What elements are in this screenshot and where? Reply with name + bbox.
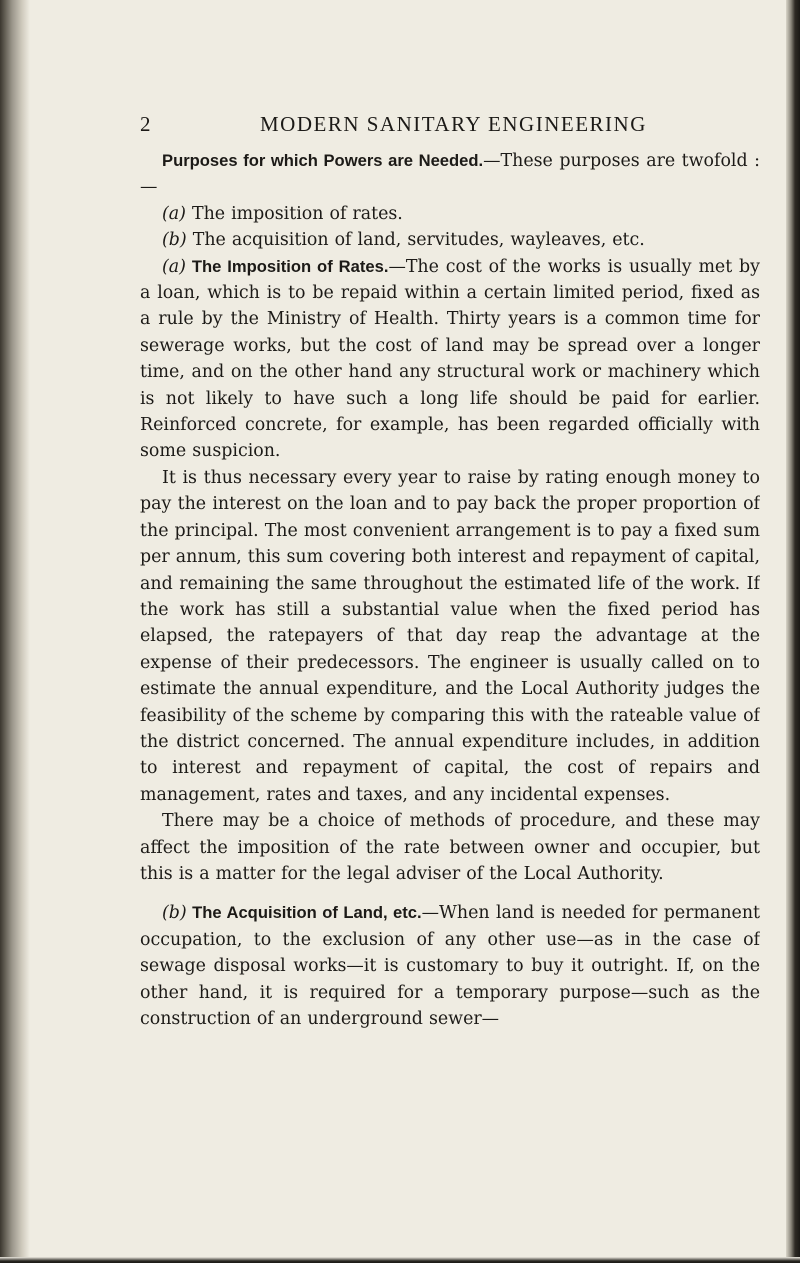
- scan-right-edge: [786, 0, 800, 1263]
- section-label: (b): [162, 903, 187, 924]
- paragraph-purposes: [140, 148, 760, 201]
- list-item: [140, 227, 760, 253]
- paragraph-rating: It is thus necessary every year to raise by rating enough money to pay the interest on the loan and to pay back the proper proportion of the principal. The most convenient arrangement is to pay a fixed sum per annum, this sum covering both interest and repayment of capital, and remaining the same throughout the estimated life of the work. If the work has still a substantial value when the fixed period has elapsed, the ratepayers of that day reap the advantage at the expense of their predecessors. The engineer is usually called on to estimate the annual expenditure, and the Local Authority judges the feasibility of the scheme by comparing this with the rateable value of the district concerned. The annual expenditure includes, in addition to interest and repayment of capital, the cost of repairs and management, rates and taxes, and any incidental expenses.: [140, 467, 760, 805]
- paragraph-procedure: There may be a choice of methods of procedure, and these may affect the imposition of the rate between owner and occupier, but this is a matter for the legal adviser of the Local Authority.: [140, 811, 760, 884]
- list-label: (b): [162, 230, 187, 251]
- list-label: (a): [162, 203, 186, 224]
- section-heading-rates: The Imposition of Rates.: [185, 256, 389, 276]
- paragraph-imposition-of-rates: [140, 254, 760, 465]
- section-label: (a): [162, 256, 186, 277]
- list-item: [140, 201, 760, 227]
- section-heading-land: The Acquisition of Land, etc.: [186, 903, 422, 923]
- book-title: MODERN SANITARY ENGINEERING: [260, 112, 647, 136]
- paragraph-text: —These purposes are twofold :—: [140, 151, 760, 198]
- list-text: The acquisition of land, servitudes, wayleaves, etc.: [186, 230, 645, 251]
- paragraph-acquisition-of-land: [140, 900, 760, 1032]
- running-head: [140, 112, 760, 142]
- section-heading-purposes: Purposes for which Powers are Needed.: [162, 151, 484, 170]
- scan-bottom-edge: [0, 1257, 800, 1263]
- book-page: [140, 112, 760, 1222]
- paragraph-text: —When land is needed for permanent occupation, to the exclusion of any other use—as in the case of sewage disposal works—it is customary to buy it outright. If, on the other hand, it is required for a temporary purpose—such as the construction of an underground sewer—: [140, 903, 760, 1029]
- page-body: [140, 148, 760, 1032]
- page-number: 2: [140, 112, 151, 136]
- paragraph-text: —The cost of the works is usually met by a loan, which is to be repaid within a certain limited period, fixed as a rule by the Ministry of Health. Thirty years is a common time for sewerage works, but the cost of land may be spread over a longer time, and on the other hand any structural work or machinery which is not likely to have such a long life should be paid for earlier. Reinforced concrete, for example, has been regarded officially with some suspicion.: [140, 256, 760, 462]
- list-text: The imposition of rates.: [185, 203, 403, 224]
- scan-left-edge: [0, 0, 30, 1263]
